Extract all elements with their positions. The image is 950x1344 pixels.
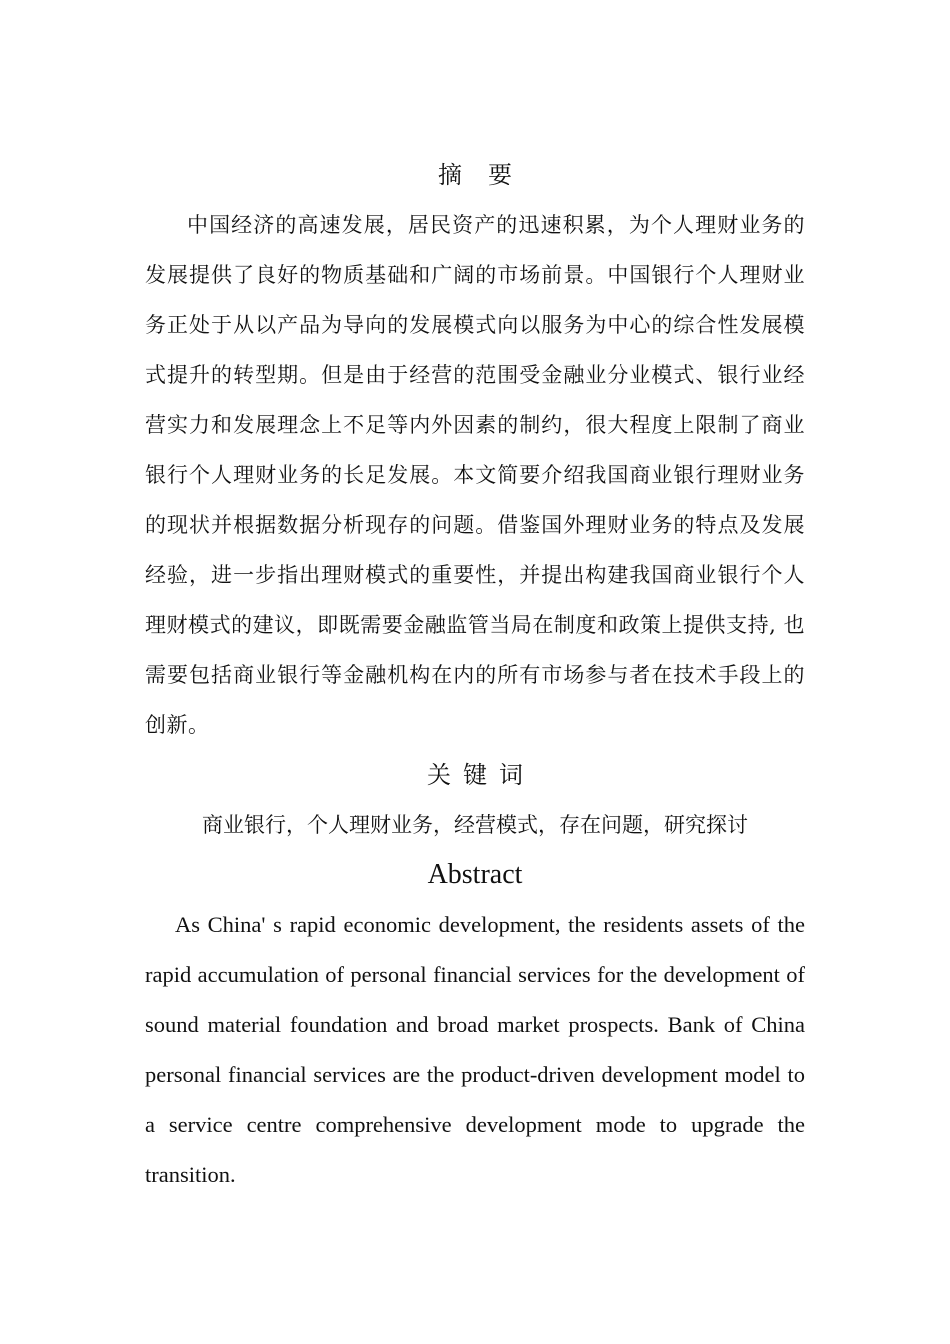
- keywords-cn-text: 商业银行，个人理财业务，经营模式，存在问题，研究探讨: [202, 813, 748, 837]
- abstract-cn-heading: 摘要: [438, 161, 538, 189]
- keywords-cn-heading: 关键词: [427, 761, 535, 789]
- abstract-en-body: As China' s rapid economic development, the residents assets of the rapid accumulation of personal financial services for the development of sound material foundation and broad market prospects. Bank of China personal financial services are the product-driven development model to a service centre comprehensive development mode to upgrade the transition.: [145, 912, 805, 1187]
- document-page: [145, 150, 805, 1200]
- abstract-cn-body: 中国经济的高速发展，居民资产的迅速积累，为个人理财业务的发展提供了良好的物质基础和广阔的市场前景。中国银行个人理财业务正处于从以产品为导向的发展模式向以服务为中心的综合性发展模式提升的转型期。但是由于经营的范围受金融业分业模式、银行业经营实力和发展理念上不足等内外因素的制约，很大程度上限制了商业银行个人理财业务的长足发展。本文简要介绍我国商业银行理财业务的现状并根据数据分析现存的问题。借鉴国外理财业务的特点及发展经验，进一步指出理财模式的重要性，并提出构建我国商业银行个人理财模式的建议，即既需要金融监管当局在制度和政策上提供支持, 也需要包括商业银行等金融机构在内的所有市场参与者在技术手段上的创新。: [145, 213, 805, 737]
- abstract-en-heading: Abstract: [427, 859, 523, 890]
